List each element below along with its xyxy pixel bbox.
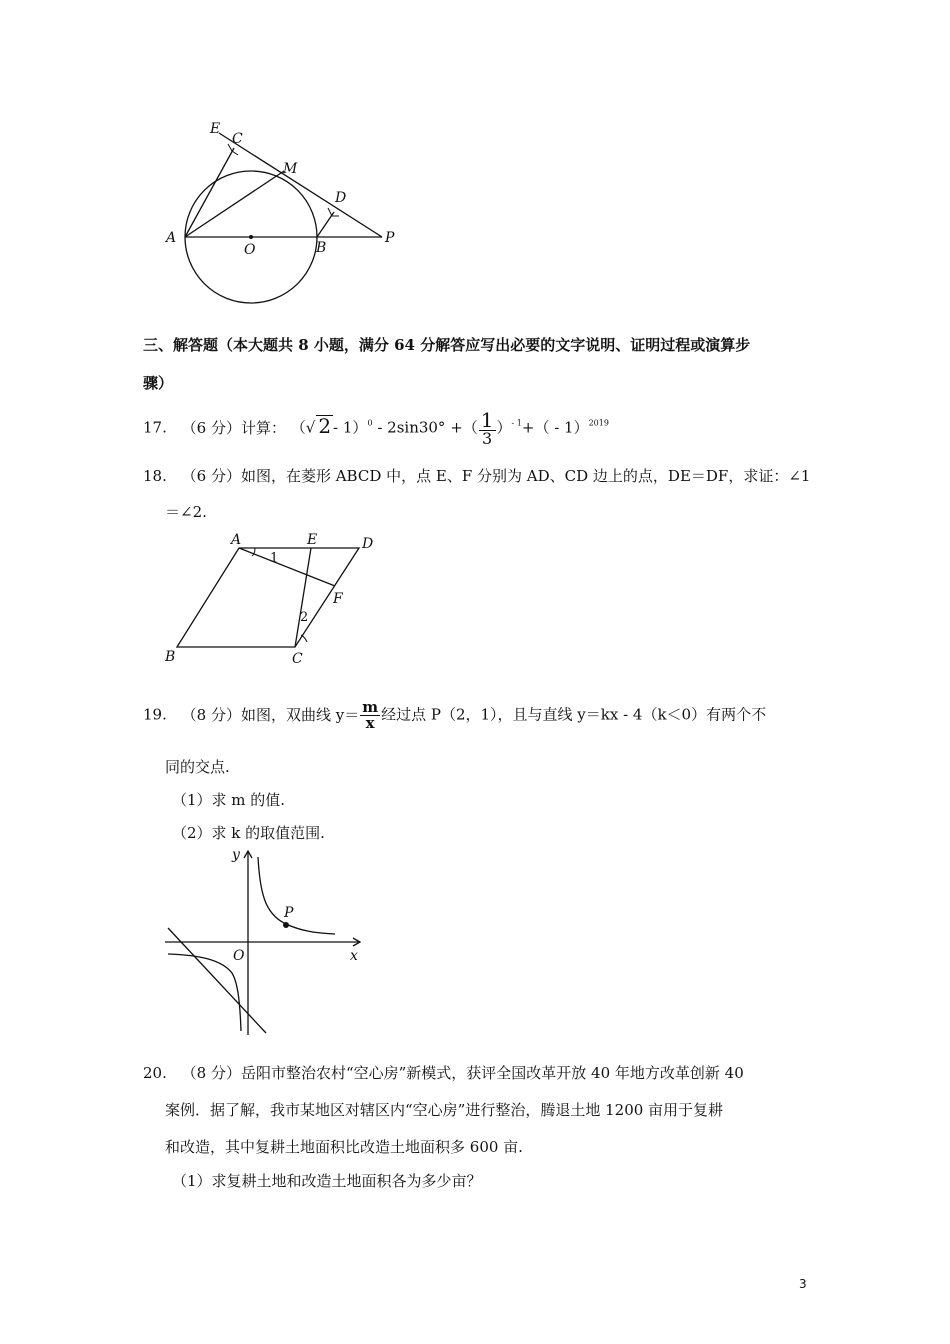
section-heading-line1: 三、解答题（本大题共 8 小题，满分 64 分解答应写出必要的文字说明、证明过程或演算步 xyxy=(143,336,751,354)
label-P: P xyxy=(385,230,395,246)
label-D: D xyxy=(335,190,347,206)
question-20-line2: 案例．据了解，我市某地区对辖区内“空心房”进行整治，腾退土地 1200 亩用于复耕 xyxy=(165,1101,724,1119)
q17-exp2019: 2019 xyxy=(588,418,609,428)
question-18-line1 xyxy=(143,465,810,486)
label-E: E xyxy=(307,532,318,548)
hyperbola-graph-figure xyxy=(160,843,370,1038)
label-A: A xyxy=(231,532,242,548)
label-angle-1: 1 xyxy=(270,551,279,566)
q19-number: 19. xyxy=(143,705,167,724)
section-heading-line2: 骤） xyxy=(143,374,174,392)
hyperbola-graph xyxy=(160,843,370,1038)
sqrt-icon: √ xyxy=(305,418,316,437)
circle-tangent-diagram xyxy=(150,115,410,315)
label-A: A xyxy=(166,230,177,246)
question-19-line2: 同的交点. xyxy=(165,758,230,776)
page-number: 3 xyxy=(799,1277,807,1291)
label-O: O xyxy=(244,242,256,258)
circle-tangent-figure xyxy=(150,115,410,315)
rhombus-diagram xyxy=(155,525,395,670)
q17-close: ） xyxy=(496,418,512,437)
q17-fraction xyxy=(479,410,496,447)
q17-score: （6 分）计算： xyxy=(181,418,286,437)
q19-part-b: 经过点 P（2，1），且与直线 y＝kx - 4（k＜0）有两个不 xyxy=(381,705,767,724)
question-17 xyxy=(143,410,609,447)
label-M: M xyxy=(283,161,298,177)
q19-part-a: （8 分）如图，双曲线 y＝ xyxy=(181,705,360,724)
q17-frac-num: 1 xyxy=(480,408,494,432)
q18-text: （6 分）如图，在菱形 ABCD 中，点 E、F 分别为 AD、CD 边上的点，DE＝DF，求证：∠1 xyxy=(181,467,811,485)
q17-number: 17. xyxy=(143,418,167,437)
label-O: O xyxy=(233,948,245,964)
label-angle-2: 2 xyxy=(300,610,309,625)
q17-paren-open: （ xyxy=(290,418,306,437)
q17-sqrt-arg: 2 xyxy=(318,413,332,438)
q20-number: 20. xyxy=(143,1064,167,1082)
q19-frac-num: m xyxy=(362,698,379,716)
question-19-sub1: （1）求 m 的值. xyxy=(172,791,286,809)
q19-fraction xyxy=(360,700,380,731)
q17-minus-one: - 1） xyxy=(333,418,368,437)
q17-frac-den: 3 xyxy=(482,429,493,448)
label-E: E xyxy=(210,121,221,137)
label-C: C xyxy=(232,131,243,147)
question-19-line1 xyxy=(143,700,766,731)
q17-exp0: 0 xyxy=(367,418,373,428)
question-18-line2: ＝∠2. xyxy=(165,503,207,521)
q17-mid: - 2sin30° +（ xyxy=(377,418,478,437)
label-D: D xyxy=(362,536,374,552)
question-20-line3: 和改造，其中复耕土地面积比改造土地面积多 600 亩. xyxy=(165,1138,523,1156)
question-20-line1 xyxy=(143,1062,744,1083)
label-F: F xyxy=(333,591,343,607)
q19-frac-den: x xyxy=(365,714,375,732)
label-y: y xyxy=(232,847,240,863)
q17-plus: +（ - 1） xyxy=(521,418,589,437)
label-x: x xyxy=(350,948,358,964)
question-19-sub2: （2）求 k 的取值范围. xyxy=(172,824,325,842)
rhombus-figure xyxy=(155,525,395,670)
q18-number: 18. xyxy=(143,467,167,485)
question-20-sub1: （1）求复耕土地和改造土地面积各为多少亩？ xyxy=(172,1172,482,1190)
label-B: B xyxy=(316,240,327,256)
q17-exp-neg1: - 1 xyxy=(511,418,522,428)
label-B: B xyxy=(165,649,176,665)
q20-text: （8 分）岳阳市整治农村“空心房”新模式，获评全国改革开放 40 年地方改革创新 40 xyxy=(181,1064,744,1082)
label-P: P xyxy=(284,905,294,921)
label-C: C xyxy=(292,651,303,667)
